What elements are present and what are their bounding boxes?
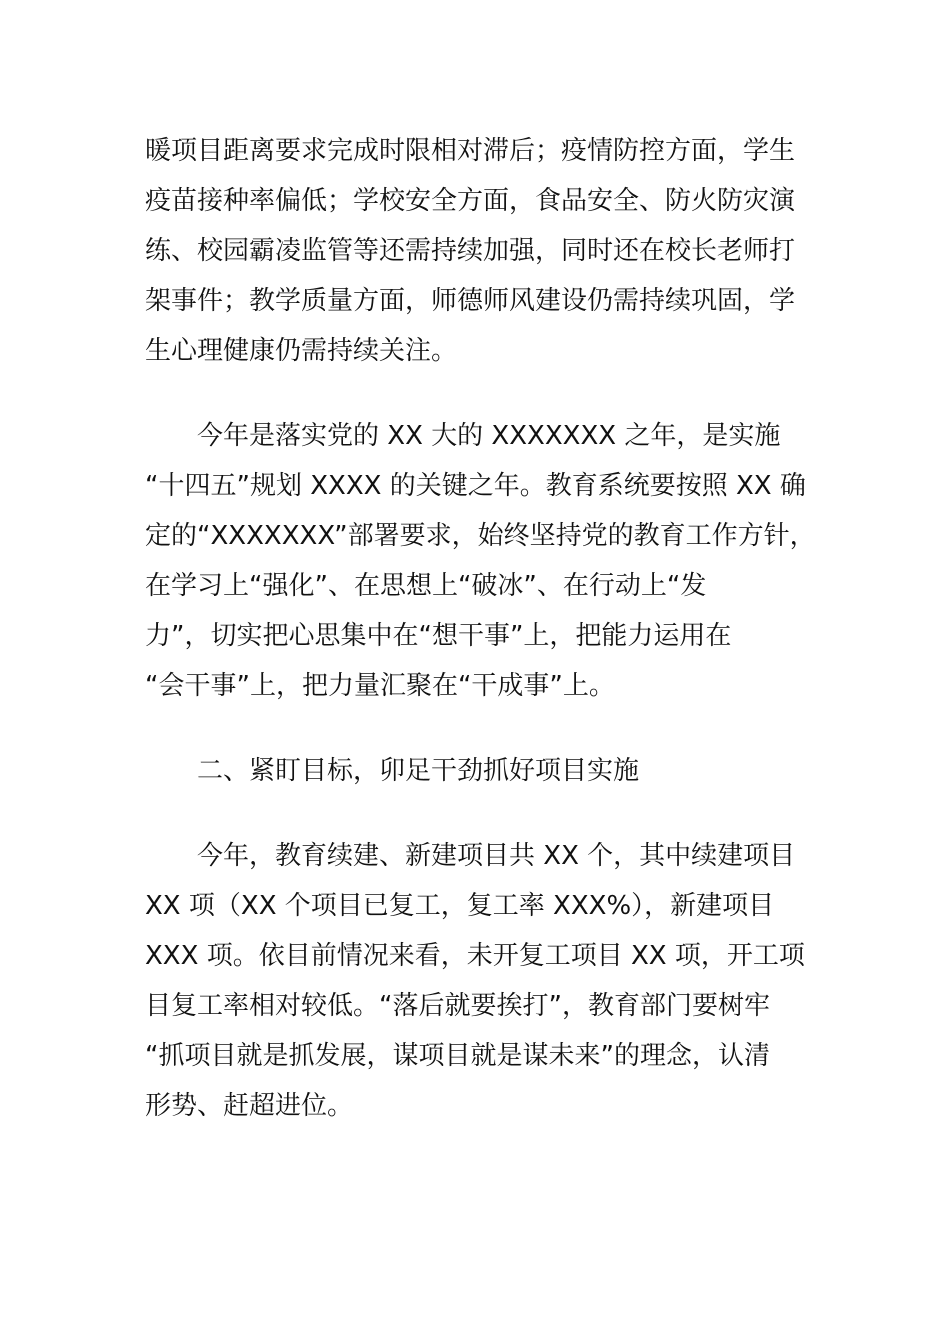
text-line: “抓项目就是抓发展，谋项目就是谋未来”的理念，认清	[145, 1041, 770, 1071]
text-line: 目复工率相对较低。“落后就要挨打”，教育部门要树牢	[145, 991, 770, 1021]
text-line: 形势、赶超进位。	[145, 1091, 354, 1121]
text-line: 暖项目距离要求完成时限相对滞后；疫情防控方面，学生	[145, 136, 796, 166]
heading-text: 二、紧盯目标，卯足干劲抓好项目实施	[197, 756, 640, 786]
text-line: 力”，切实把心思集中在“想干事”上，把能力运用在	[145, 621, 732, 651]
text-line: XXX 项。依目前情况来看，未开复工项目 XX 项，开工项	[145, 941, 805, 971]
text-line: 今年，教育续建、新建项目共 XX 个，其中续建项目	[197, 841, 796, 871]
text-line: “会干事”上，把力量汇聚在“干成事”上。	[145, 671, 615, 701]
text-line: 架事件；教学质量方面，师德师风建设仍需持续巩固，学	[145, 286, 796, 316]
text-line: 在学习上“强化”、在思想上“破冰”、在行动上“发	[145, 571, 707, 601]
text-line: 生心理健康仍需持续关注。	[145, 336, 458, 366]
text-line: 今年是落实党的 XX 大的 XXXXXXX 之年，是实施	[197, 421, 781, 451]
text-line: XX 项（XX 个项目已复工，复工率 XXX%），新建项目	[145, 891, 775, 921]
text-line: 疫苗接种率偏低；学校安全方面，食品安全、防火防灾演	[145, 186, 796, 216]
text-line: 练、校园霸凌监管等还需持续加强，同时还在校长老师打	[145, 236, 796, 266]
text-line: “十四五”规划 XXXX 的关键之年。教育系统要按照 XX 确	[145, 471, 806, 501]
text-line: 定的“XXXXXXX”部署要求，始终坚持党的教育工作方针，	[145, 521, 816, 551]
